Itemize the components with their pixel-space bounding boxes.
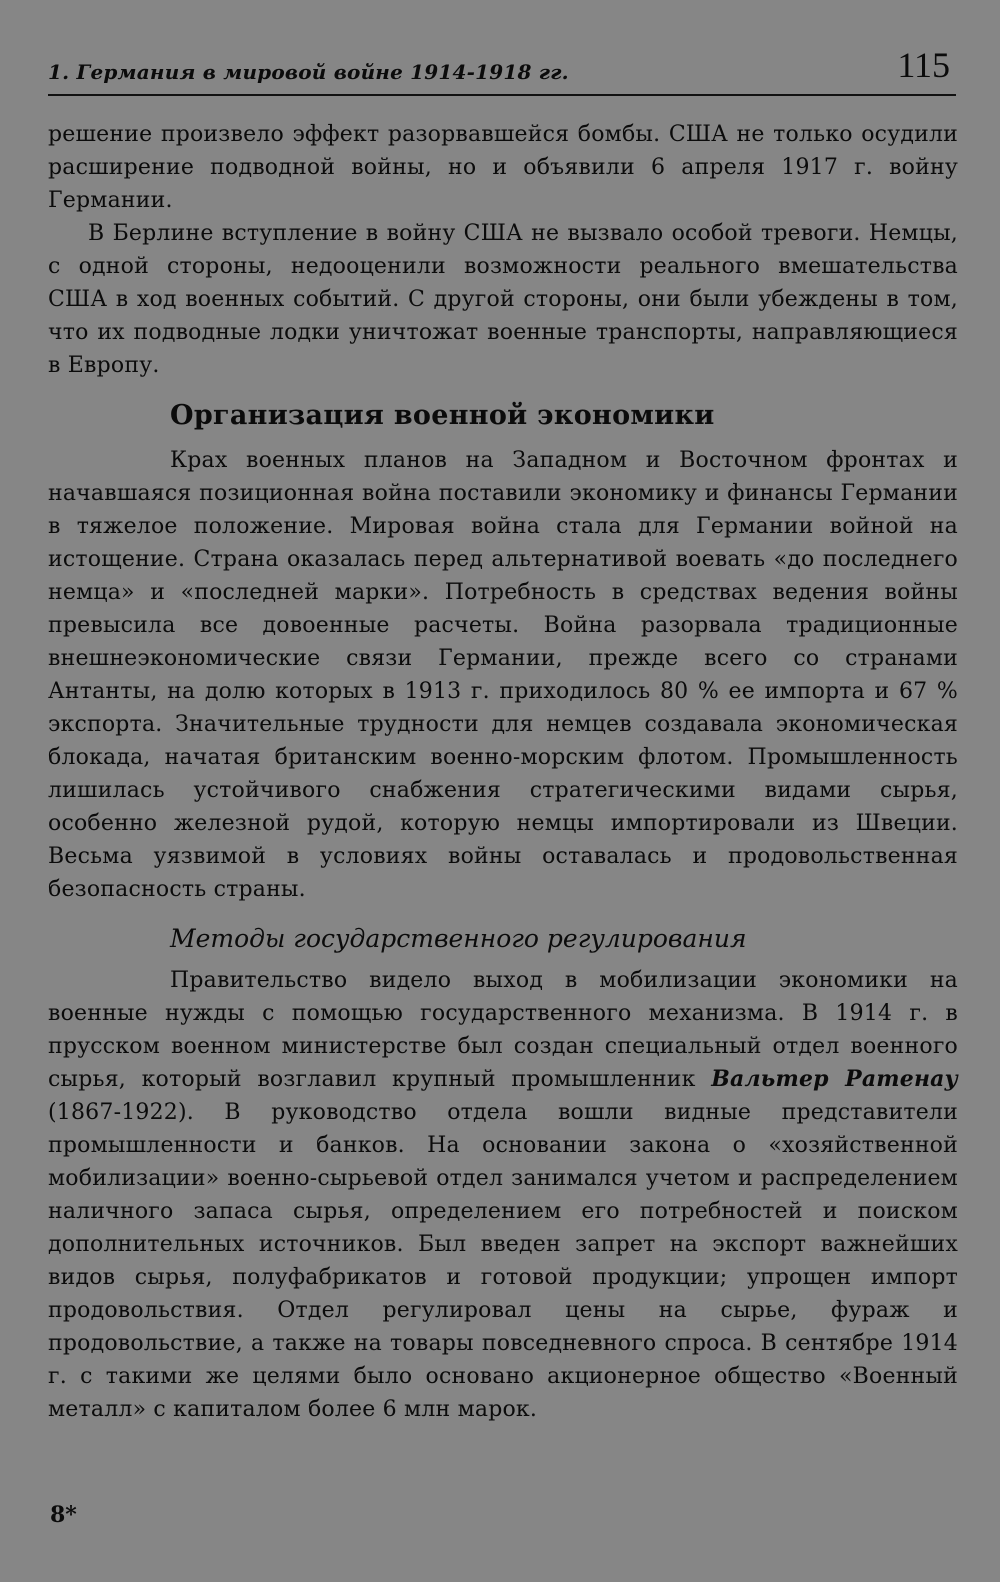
signature-mark: 8* bbox=[50, 1502, 77, 1528]
section-heading: Организация военной экономики bbox=[170, 400, 715, 431]
person-name: Вальтер Ратенау bbox=[711, 1066, 958, 1092]
section-paragraph: Крах военных планов на Западном и Восточном фронтах и начавшаяся позиционная война поставили экономику и финансы Германии в тяжелое положение. Мировая война стала для Германии войной на истощение. Страна оказалась перед альтернативой воевать «до последнего немца» и «последней марки». Потребность в средствах ведения войны превысила все довоенные расчеты. Война разорвала традиционные внешнеэкономические связи Германии, прежде всего со странами Антанты, на долю которых в 1913 г. приходилось 80 % ее импорта и 67 % экспорта. Значительные трудности для немцев создавала экономическая блокада, начатая британским военно-морским флотом. Промышленность лишилась устойчивого снабжения стратегическими видами сырья, особенно железной рудой, которую немцы импортировали из Швеции. Весьма уязвимой в условиях войны оставалась и продовольственная безопасность страны. bbox=[48, 448, 958, 902]
paragraph-text-before-name: Правительство видело выход в мобилизации экономики на военные нужды с помощью государственного механизма. В 1914 г. в прусском военном министерстве был создан специальный отдел военного сырья, который возглавил крупный промышленник bbox=[48, 968, 958, 1092]
subsection-paragraph bbox=[48, 964, 958, 1426]
paragraph-text-after-name: (1867-1922). В руководство отдела вошли видные представители промышленности и банков. На основании закона о «хозяйственной мобилизации» военно-сырьевой отдел занимался учетом и распределением наличного запаса сырья, определением его потребностей и поиском дополнительных источников. Был введен запрет на экспорт важнейших видов сырья, полуфабрикатов и готовой продукции; упрощен импорт продовольствия. Отдел регулировал цены на сырье, фураж и продовольствие, а также на товары повседневного спроса. В сентябре 1914 г. с такими же целями было основано акционерное общество «Военный металл» с капиталом более 6 млн марок. bbox=[48, 1100, 958, 1422]
intro-paragraph-1: решение произвело эффект разорвавшейся бомбы. США не только осудили расширение подводной войны, но и объявили 6 апреля 1917 г. войну Германии. bbox=[48, 122, 958, 213]
page-number: 115 bbox=[897, 45, 950, 85]
subsection-heading: Методы государственного регулирования bbox=[170, 924, 747, 953]
body-text bbox=[48, 118, 958, 1426]
page-header bbox=[48, 42, 956, 96]
intro-paragraph-2: В Берлине вступление в войну США не вызвало особой тревоги. Немцы, с одной стороны, недооценили возможности реального вмешательства США в ход военных событий. С другой стороны, они были убеждены в том, что их подводные лодки уничтожат военные транспорты, направляющиеся в Европу. bbox=[48, 221, 958, 378]
running-title: 1. Германия в мировой войне 1914-1918 гг. bbox=[48, 60, 569, 84]
